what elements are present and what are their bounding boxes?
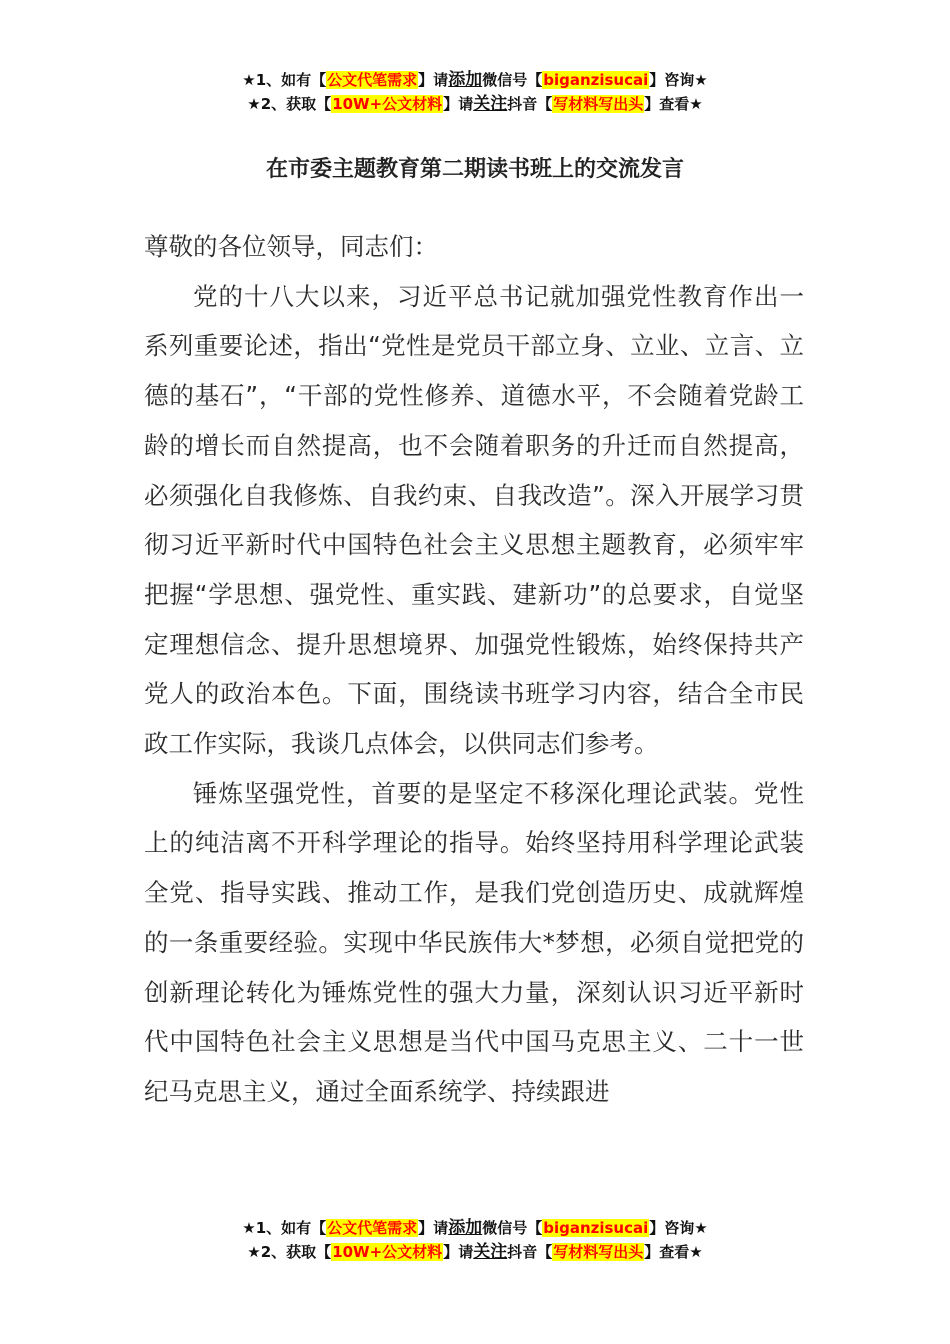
banner-underline: 添加 [448, 1218, 483, 1238]
banner-text: 】请 [418, 1219, 449, 1237]
paragraph: 锤炼坚强党性，首要的是坚定不移深化理论武装。党性上的纯洁离不开科学理论的指导。始终坚持用科学理论武装全党、指导实践、推动工作，是我们党创造历史、成就辉煌的一条重要经验。实现中华民族伟大*梦想，必须自觉把党的创新理论转化为锤炼党性的强大力量，深刻认识习近平新时代中国特色社会主义思想是当代中国马克思主义、二十一世纪马克思主义，通过全面系统学、持续跟进 [144, 778, 804, 1106]
banner-underline: 添加 [448, 70, 483, 90]
banner-underline: 关注 [473, 1242, 508, 1262]
header-banner [0, 68, 950, 116]
banner-text: 】请 [443, 1243, 474, 1261]
banner-highlight: biganzisucai [543, 1219, 649, 1237]
banner-line-1 [0, 1216, 950, 1240]
paragraph: 党的十八大以来，习近平总书记就加强党性教育作出一系列重要论述，指出“党性是党员干部立身、立业、立言、立德的基石”，“干部的党性修养、道德水平，不会随着党龄工龄的增长而自然提高，也不会随着职务的升迁而自然提高，必须强化自我修炼、自我约束、自我改造”。深入开展学习贯彻习近平新时代中国特色社会主义思想主题教育，必须牢牢把握“学思想、强党性、重实践、建新功”的总要求，自觉坚定理想信念、提升思想境界、加强党性锻炼，始终保持共产党人的政治本色。下面，围绕读书班学习内容，结合全市民政工作实际，我谈几点体会，以供同志们参考。 [144, 281, 804, 759]
banner-highlight: 写材料写出头 [553, 1243, 644, 1261]
banner-text: ★1、如有【 [242, 71, 327, 89]
banner-line-2 [0, 92, 950, 116]
banner-highlight: 10W+公文材料 [332, 1243, 443, 1261]
banner-text: 】查看★ [644, 1243, 703, 1261]
banner-highlight: 公文代笔需求 [327, 71, 418, 89]
banner-text: 】查看★ [644, 95, 703, 113]
banner-highlight: 10W+公文材料 [332, 95, 443, 113]
salutation: 尊敬的各位领导，同志们： [144, 232, 438, 261]
banner-highlight: 公文代笔需求 [327, 1219, 418, 1237]
banner-text: 】请 [418, 71, 449, 89]
banner-text: 微信号【 [482, 71, 543, 89]
banner-highlight: biganzisucai [543, 71, 649, 89]
banner-highlight: 写材料写出头 [553, 95, 644, 113]
banner-text: ★1、如有【 [242, 1219, 327, 1237]
footer-banner [0, 1216, 950, 1264]
banner-text: ★2、获取【 [247, 1243, 332, 1261]
banner-text: 】咨询★ [649, 1219, 708, 1237]
banner-line-1 [0, 68, 950, 92]
banner-underline: 关注 [473, 94, 508, 114]
banner-text: 抖音【 [507, 1243, 553, 1261]
banner-line-2 [0, 1240, 950, 1264]
banner-text: 】咨询★ [649, 71, 708, 89]
document-body [144, 222, 804, 1117]
banner-text: ★2、获取【 [247, 95, 332, 113]
document-title: 在市委主题教育第二期读书班上的交流发言 [265, 157, 684, 182]
banner-text: 】请 [443, 95, 474, 113]
banner-text: 微信号【 [482, 1219, 543, 1237]
banner-text: 抖音【 [507, 95, 553, 113]
